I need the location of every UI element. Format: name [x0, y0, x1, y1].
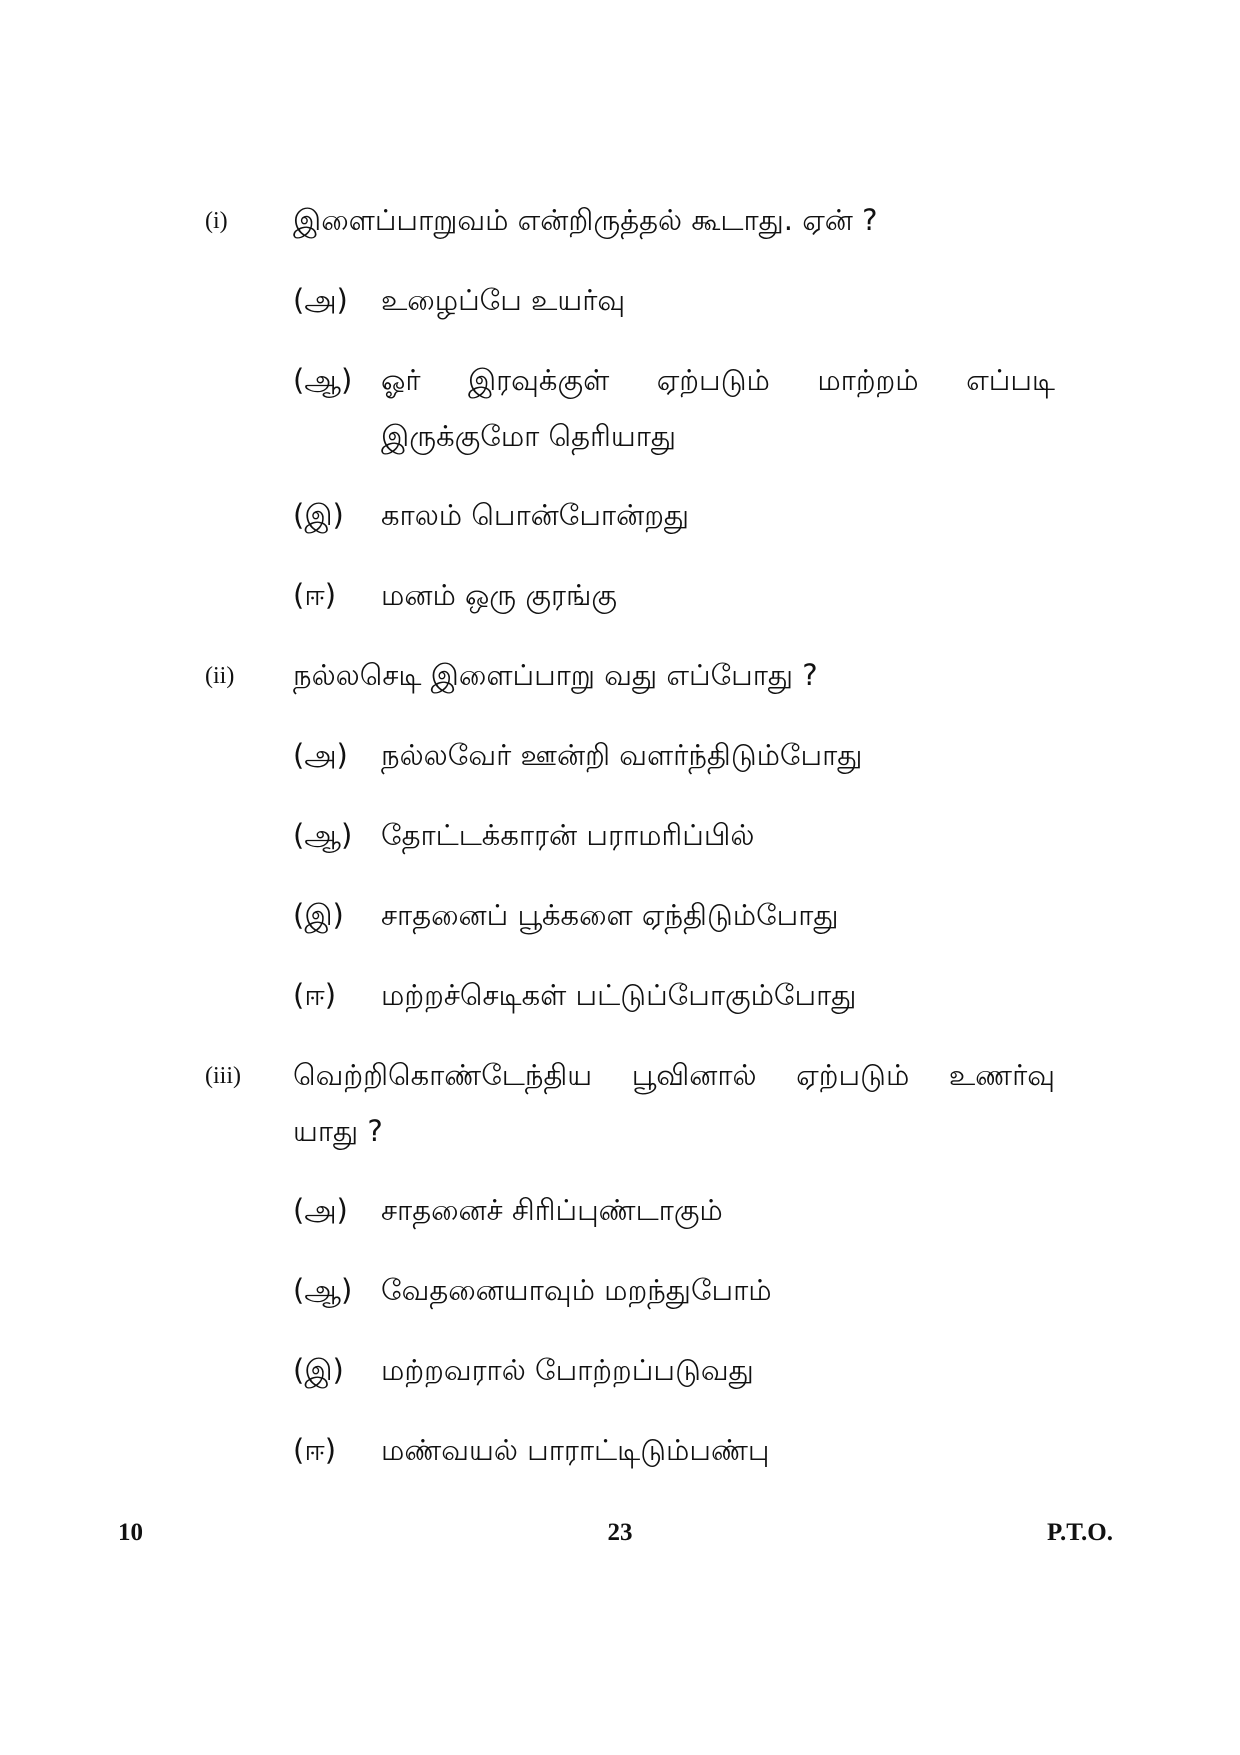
option-label: (ஈ) — [293, 978, 337, 1012]
option-label: (ஆ) — [293, 363, 353, 397]
option-label: (இ) — [293, 498, 344, 532]
option-text: சாதனைச் சிரிப்புண்டாகும் — [381, 1193, 723, 1227]
option-text: வேதனையாவும் மறந்துபோம் — [381, 1273, 772, 1307]
option-text: உழைப்பே உயர்வு — [381, 283, 626, 317]
option-label: (அ) — [293, 283, 348, 317]
question-stem — [293, 1047, 1055, 1159]
option-label: (ஈ) — [293, 1433, 337, 1467]
option-text: காலம் பொன்போன்றது — [381, 498, 690, 532]
pto-label: P.T.O. — [1047, 1519, 1113, 1546]
page-number: 23 — [607, 1519, 633, 1546]
option-label: (ஆ) — [293, 1273, 353, 1307]
option-label: (ஈ) — [293, 578, 337, 612]
option-text: தோட்டக்காரன் பராமரிப்பில் — [381, 818, 755, 852]
question-number: (ii) — [205, 663, 235, 689]
question-number: (iii) — [205, 1063, 241, 1089]
question-stem: நல்லசெடி இளைப்பாறு வது எப்போது ? — [293, 658, 818, 692]
footer-code: 10 — [118, 1519, 143, 1546]
option-label: (ஆ) — [293, 818, 353, 852]
option-text: சாதனைப் பூக்களை ஏந்திடும்போது — [381, 898, 839, 932]
option-label: (அ) — [293, 1193, 348, 1227]
option-text-block — [381, 352, 1055, 464]
option-text: மற்றச்செடிகள் பட்டுப்போகும்போது — [381, 978, 857, 1012]
option-label: (இ) — [293, 1353, 344, 1387]
option-text: மனம் ஒரு குரங்கு — [381, 578, 617, 612]
option-text: மற்றவரால் போற்றப்படுவது — [381, 1353, 754, 1387]
option-text-line: இருக்குமோ தெரியாது — [381, 419, 677, 453]
question-stem: இளைப்பாறுவம் என்றிருத்தல் கூடாது. ஏன் ? — [293, 203, 878, 237]
question-stem-line: வெற்றிகொண்டேந்திய பூவினால் ஏற்படும் உணர்வு — [293, 1058, 1055, 1092]
option-label: (அ) — [293, 738, 348, 772]
option-text: நல்லவேர் ஊன்றி வளர்ந்திடும்போது — [381, 738, 863, 772]
option-label: (இ) — [293, 898, 344, 932]
question-stem-line: யாது ? — [293, 1114, 383, 1148]
option-text: மண்வயல் பாராட்டிடும்பண்பு — [381, 1433, 770, 1467]
option-text-line: ஓர் இரவுக்குள் ஏற்படும் மாற்றம் எப்படி — [381, 363, 1055, 397]
question-number: (i) — [205, 208, 228, 234]
